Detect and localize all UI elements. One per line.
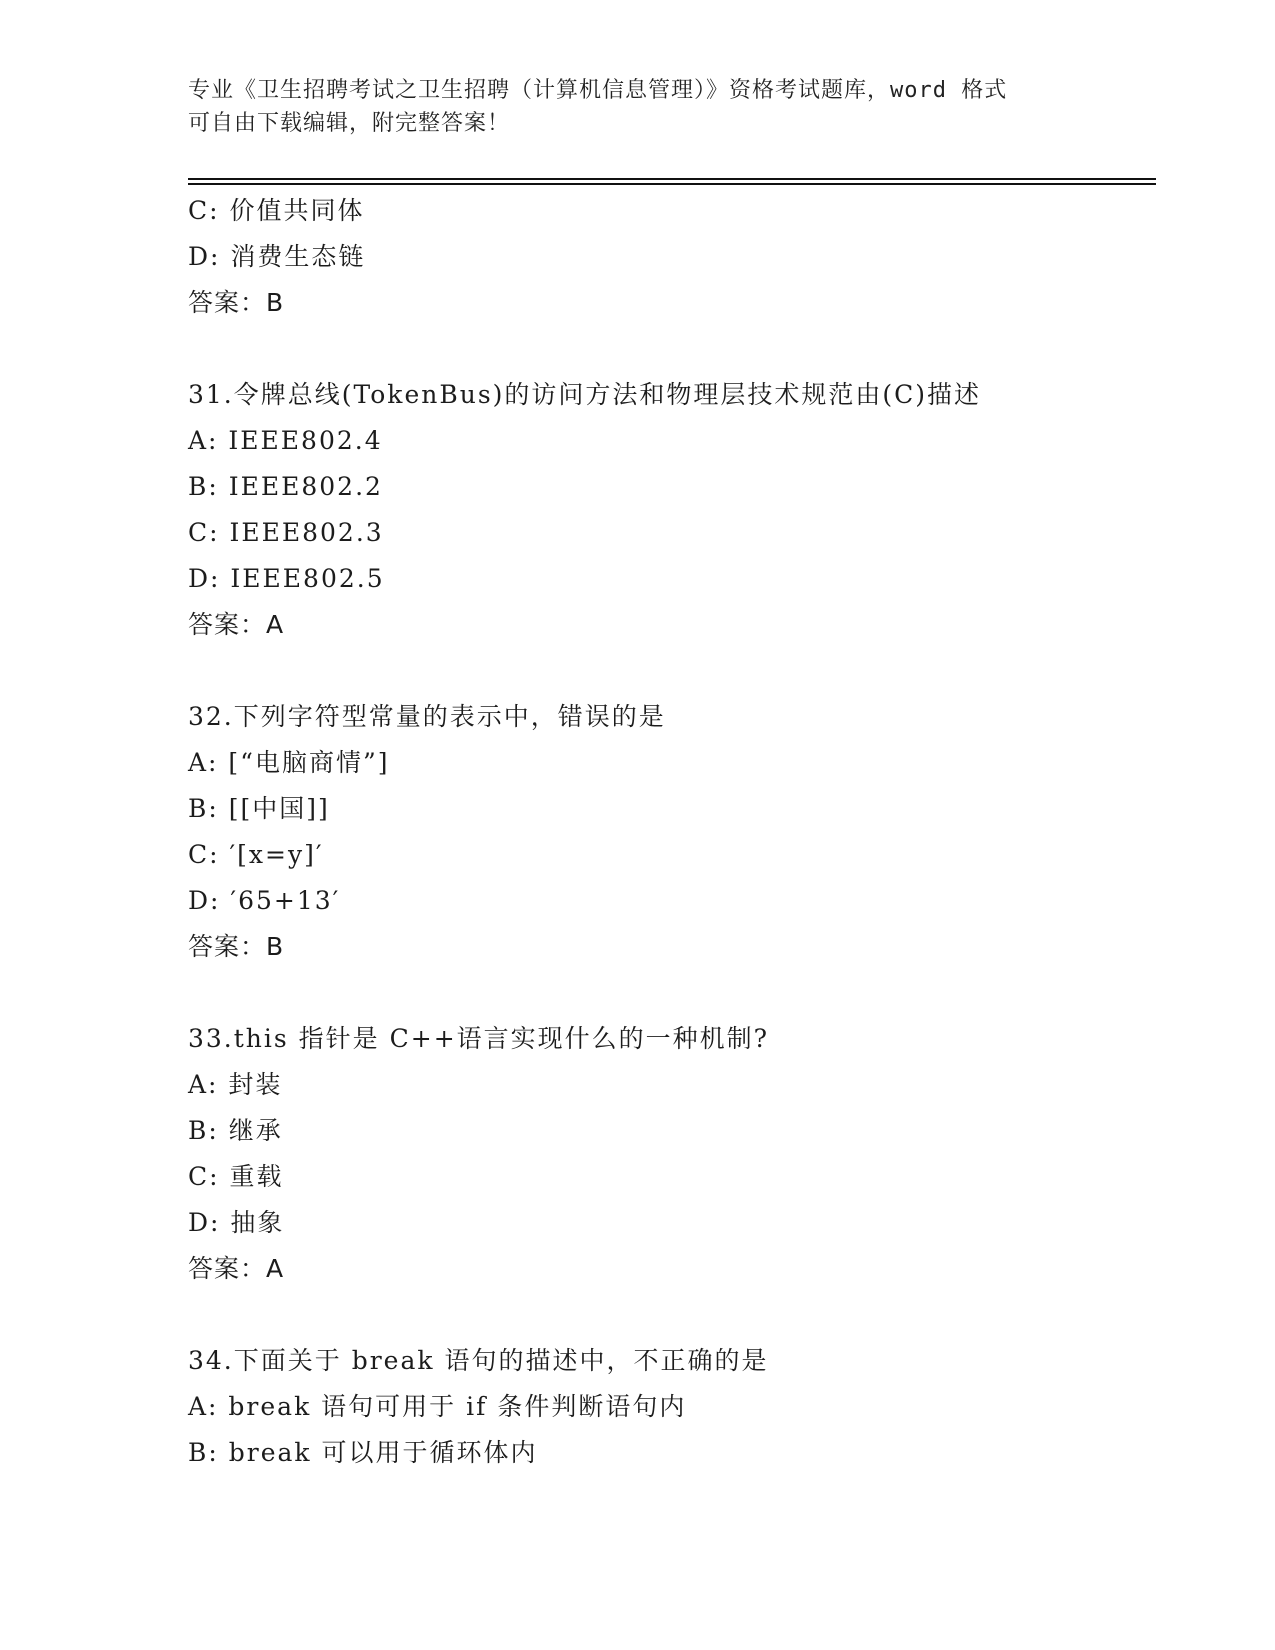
question-34-option-b: B: break 可以用于循环体内 xyxy=(188,1438,538,1467)
header-divider-top xyxy=(188,178,1156,180)
spacer xyxy=(188,648,1148,694)
question-32-answer: 答案：B xyxy=(188,932,285,961)
question-32-stem: 32.下列字符型常量的表示中，错误的是 xyxy=(188,702,666,731)
option-d: D: 消费生态链 xyxy=(188,242,366,271)
question-34-option-a: A: break 语句可用于 if 条件判断语句内 xyxy=(188,1392,687,1421)
question-31-option-b: B: IEEE802.2 xyxy=(188,472,383,501)
question-31-option-c: C: IEEE802.3 xyxy=(188,518,384,547)
question-32-option-d: D: ′65+13′ xyxy=(188,886,341,915)
question-31-stem: 31.令牌总线(TokenBus)的访问方法和物理层技术规范由(C)描述 xyxy=(188,380,982,409)
header-divider-bottom xyxy=(188,183,1156,185)
question-33-option-c: C: 重载 xyxy=(188,1162,284,1191)
question-32-option-c: C: ′[x=y]′ xyxy=(188,840,324,869)
question-32-option-a: A: [“电脑商情”] xyxy=(188,748,390,777)
option-c: C: 价值共同体 xyxy=(188,196,365,225)
question-33-option-d: D: 抽象 xyxy=(188,1208,285,1237)
question-32-option-b: B: [[中国]] xyxy=(188,794,330,823)
question-33-answer: 答案：A xyxy=(188,1254,285,1283)
header-line-1: 专业《卫生招聘考试之卫生招聘（计算机信息管理）》资格考试题库，word 格式 xyxy=(188,78,1008,103)
question-33-option-a: A: 封装 xyxy=(188,1070,283,1099)
answer-line: 答案：B xyxy=(188,288,285,317)
question-33-option-b: B: 继承 xyxy=(188,1116,283,1145)
spacer xyxy=(188,970,1148,1016)
header-line-2: 可自由下载编辑，附完整答案！ xyxy=(188,111,511,136)
question-31-option-d: D: IEEE802.5 xyxy=(188,564,385,593)
spacer xyxy=(188,1292,1148,1338)
spacer xyxy=(188,326,1148,372)
question-33-stem: 33.this 指针是 C++语言实现什么的一种机制? xyxy=(188,1024,770,1053)
question-list xyxy=(188,188,1148,1476)
question-31-answer: 答案：A xyxy=(188,610,285,639)
question-31-option-a: A: IEEE802.4 xyxy=(188,426,383,455)
question-34-stem: 34.下面关于 break 语句的描述中，不正确的是 xyxy=(188,1346,769,1375)
document-header xyxy=(188,74,1088,140)
